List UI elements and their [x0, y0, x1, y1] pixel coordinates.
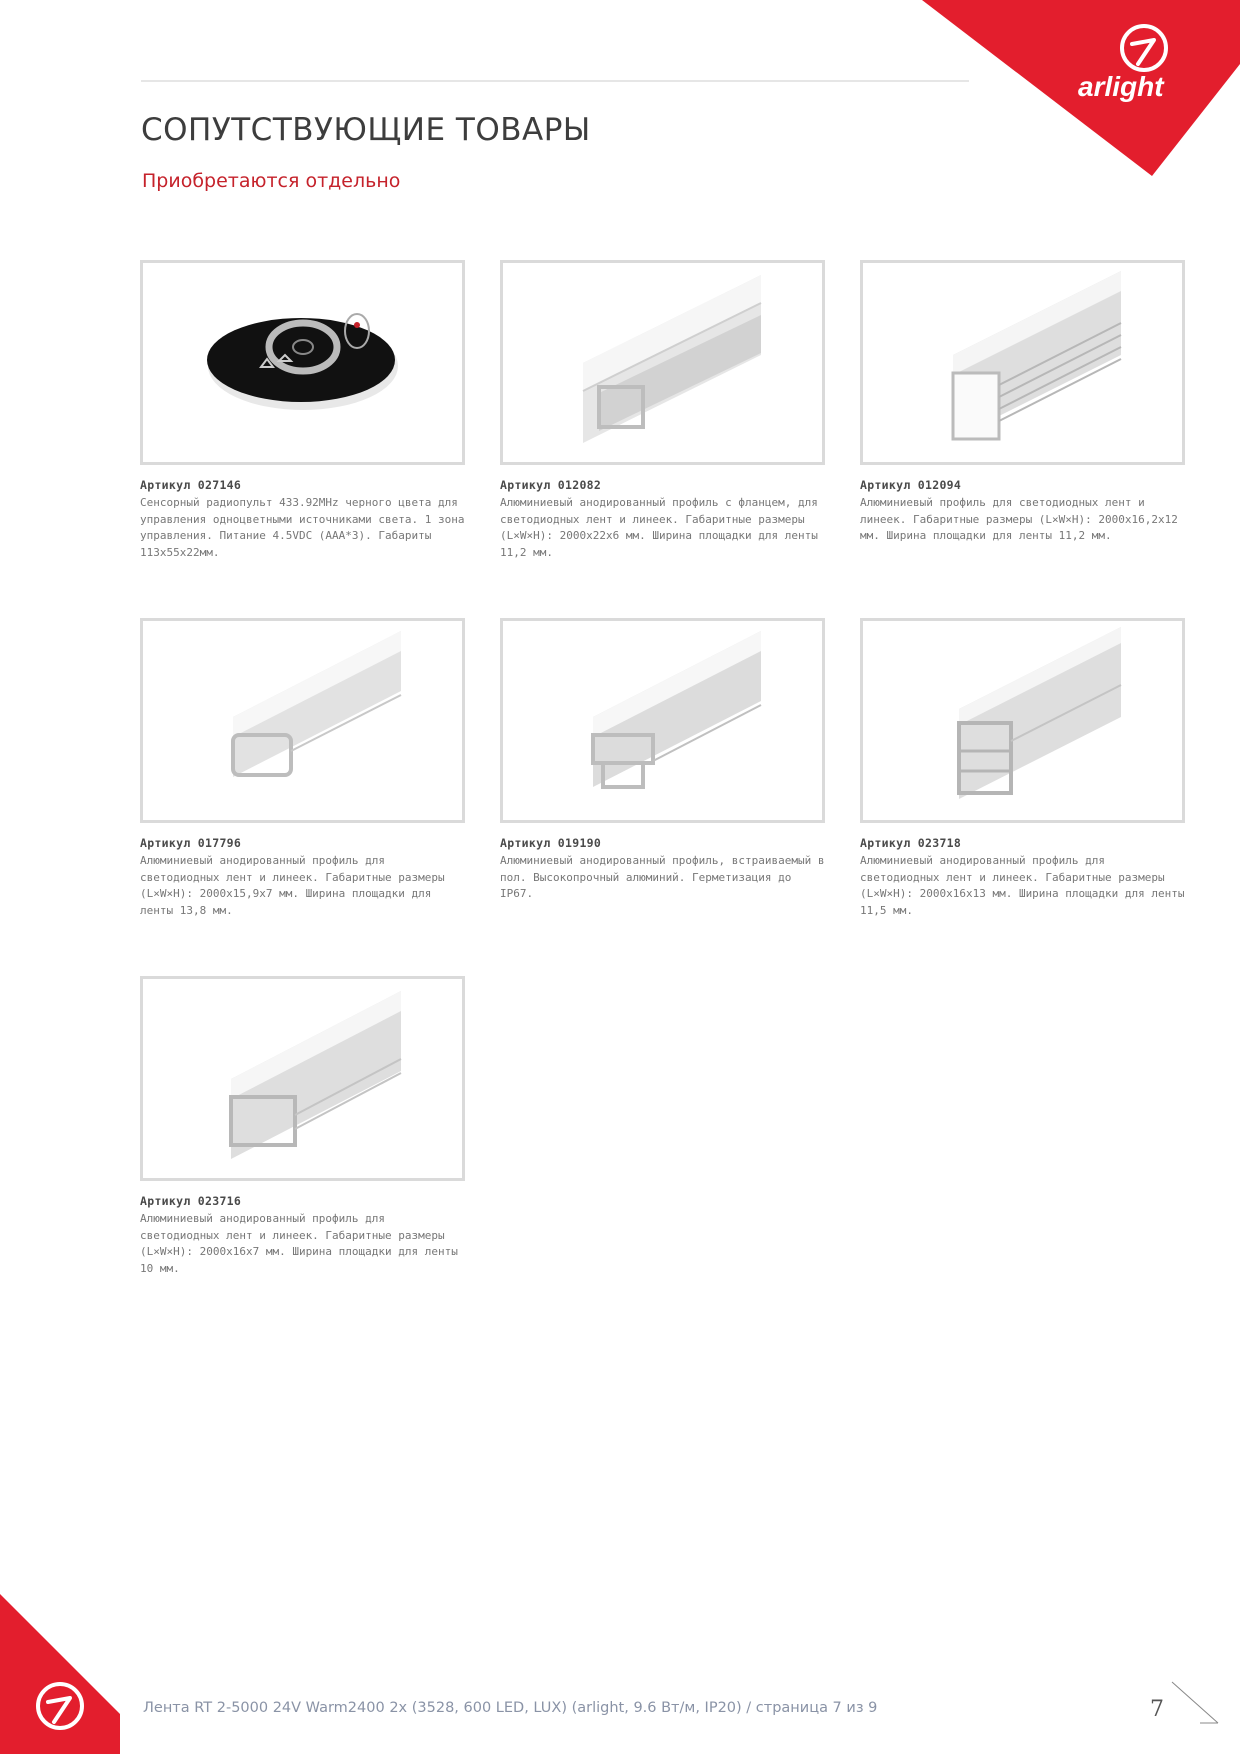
product-sku: Артикул 023718 — [860, 836, 962, 850]
product-description: Сенсорный радиопульт 433.92MHz черного цвета для управления одноцветными источниками света. 1 зона управления. Питание 4.5VDC (AAA*3). Габариты 113x55x22мм. — [140, 496, 465, 559]
header-rule — [141, 80, 969, 82]
product-card — [500, 618, 825, 903]
brand-corner-top — [922, 0, 1240, 176]
product-card — [140, 260, 465, 561]
product-description: Алюминиевый анодированный профиль, встраиваемый в пол. Высокопрочный алюминий. Герметизация до IP67. — [500, 854, 825, 900]
product-card — [860, 260, 1185, 545]
product-card — [140, 618, 465, 919]
product-sku: Артикул 017796 — [140, 836, 242, 850]
brand-corner-bottom — [0, 1594, 120, 1754]
product-image-profile — [500, 260, 825, 465]
product-sku: Артикул 012082 — [500, 478, 602, 492]
product-image-profile — [140, 618, 465, 823]
product-image-remote — [140, 260, 465, 465]
product-description: Алюминиевый анодированный профиль с фланцем, для светодиодных лент и линеек. Габаритные размеры (L×W×H): 2000x22x6 мм. Ширина площадки для ленты 11,2 мм. — [500, 496, 818, 559]
page-number: 7 — [1150, 1697, 1164, 1722]
product-sku: Артикул 027146 — [140, 478, 242, 492]
product-sku: Артикул 012094 — [860, 478, 962, 492]
page-title: СОПУТСТВУЮЩИЕ ТОВАРЫ — [141, 112, 591, 148]
product-image-profile — [140, 976, 465, 1181]
product-description: Алюминиевый профиль для светодиодных лент и линеек. Габаритные размеры (L×W×H): 2000x16,2x12 мм. Ширина площадки для ленты 11,2 мм. — [860, 496, 1178, 542]
product-image-profile — [500, 618, 825, 823]
page-subtitle: Приобретаются отдельно — [142, 170, 401, 192]
product-image-profile — [860, 260, 1185, 465]
product-description: Алюминиевый анодированный профиль для светодиодных лент и линеек. Габаритные размеры (L×W×H): 2000x16x7 мм. Ширина площадки для ленты 10 мм. — [140, 1212, 458, 1275]
product-card — [860, 618, 1185, 919]
product-sku: Артикул 019190 — [500, 836, 602, 850]
svg-text:arlight: arlight — [1078, 71, 1164, 102]
product-card — [500, 260, 825, 561]
product-card — [140, 976, 465, 1277]
footer-document-info: Лента RT 2-5000 24V Warm2400 2x (3528, 600 LED, LUX) (arlight, 9.6 Вт/м, IP20) / страница 7 из 9 — [143, 1700, 878, 1716]
product-description: Алюминиевый анодированный профиль для светодиодных лент и линеек. Габаритные размеры (L×W×H): 2000x16x13 мм. Ширина площадки для ленты 11,5 мм. — [860, 854, 1185, 917]
product-description: Алюминиевый анодированный профиль для светодиодных лент и линеек. Габаритные размеры (L×W×H): 2000x15,9x7 мм. Ширина площадки для ленты 13,8 мм. — [140, 854, 445, 917]
product-image-profile — [860, 618, 1185, 823]
page-corner-mark — [1170, 1680, 1220, 1725]
product-sku: Артикул 023716 — [140, 1194, 242, 1208]
